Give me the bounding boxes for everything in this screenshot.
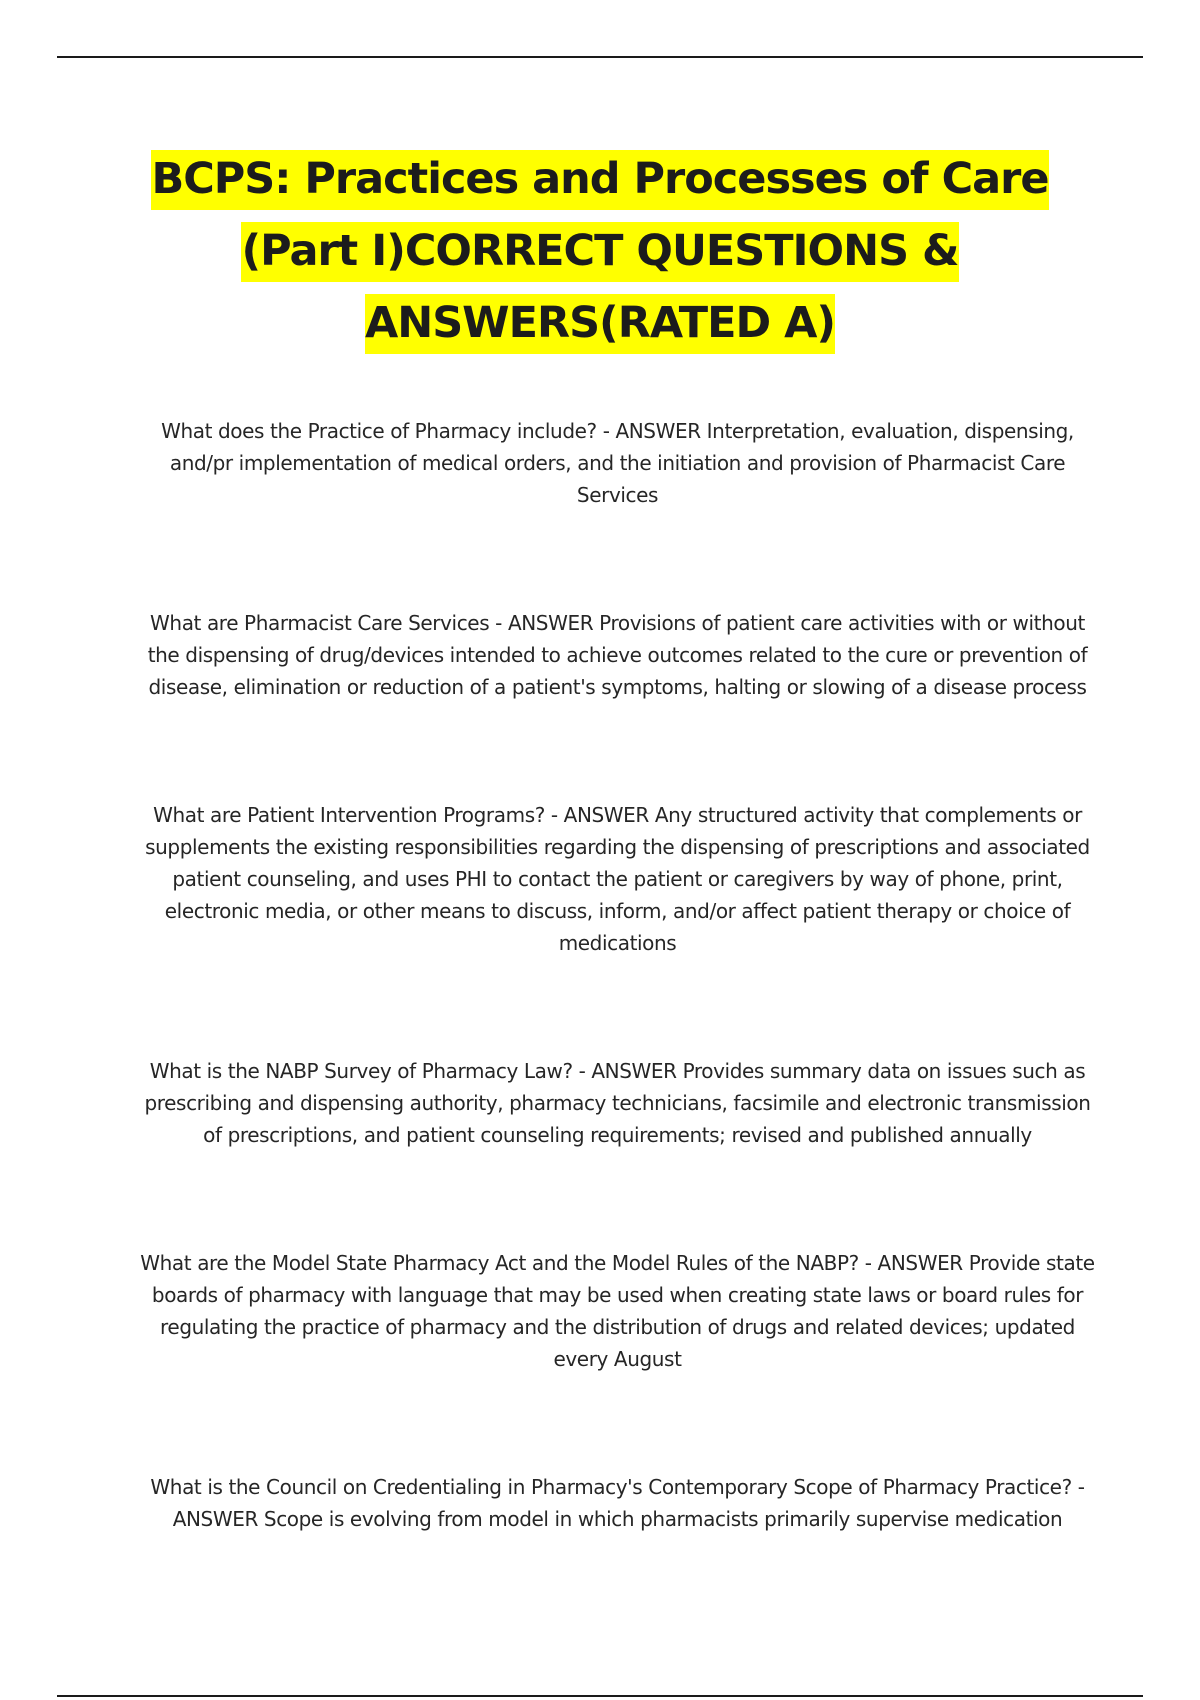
top-divider xyxy=(57,56,1143,58)
bottom-divider xyxy=(57,1695,1143,1697)
qa-item: What is the NABP Survey of Pharmacy Law? - ANSWER Provides summary data on issues such as prescribing and dispensing authority, pharmacy technicians, facsimile and electronic transmission of prescriptions, and patient counseling requirements; revised and published annually xyxy=(144,1059,1091,1147)
qa-item: What does the Practice of Pharmacy include? - ANSWER Interpretation, evaluation, dispensing, and/pr implementation of medical orders, and the initiation and provision of Pharmacist Care Services xyxy=(161,419,1074,507)
qa-item: What are Pharmacist Care Services - ANSWER Provisions of patient care activities with or without the dispensing of drug/devices intended to achieve outcomes related to the cure or prevention of disease, elimination or reduction of a patient's symptoms, halting or slowing of a disease process xyxy=(147,611,1088,699)
title-highlight: BCPS: Practices and Processes of Care (Part I)CORRECT QUESTIONS & ANSWERS(RATED A) xyxy=(151,150,1048,354)
qa-list xyxy=(140,415,1095,1631)
qa-item: What are the Model State Pharmacy Act and the Model Rules of the NABP? - ANSWER Provide state boards of pharmacy with language that may be used when creating state laws or board rules for regulating the practice of pharmacy and the distribution of drugs and related devices; updated every August xyxy=(140,1251,1095,1371)
document-title xyxy=(140,143,1060,359)
qa-item: What are Patient Intervention Programs? - ANSWER Any structured activity that complements or supplements the existing responsibilities regarding the dispensing of prescriptions and associated patient counseling, and uses PHI to contact the patient or caregivers by way of phone, print, electronic media, or other means to discuss, inform, and/or affect patient therapy or choice of medications xyxy=(145,803,1090,955)
qa-item: What is the Council on Credentialing in Pharmacy's Contemporary Scope of Pharmacy Practice? - ANSWER Scope is evolving from model in which pharmacists primarily supervise medication xyxy=(150,1475,1085,1531)
